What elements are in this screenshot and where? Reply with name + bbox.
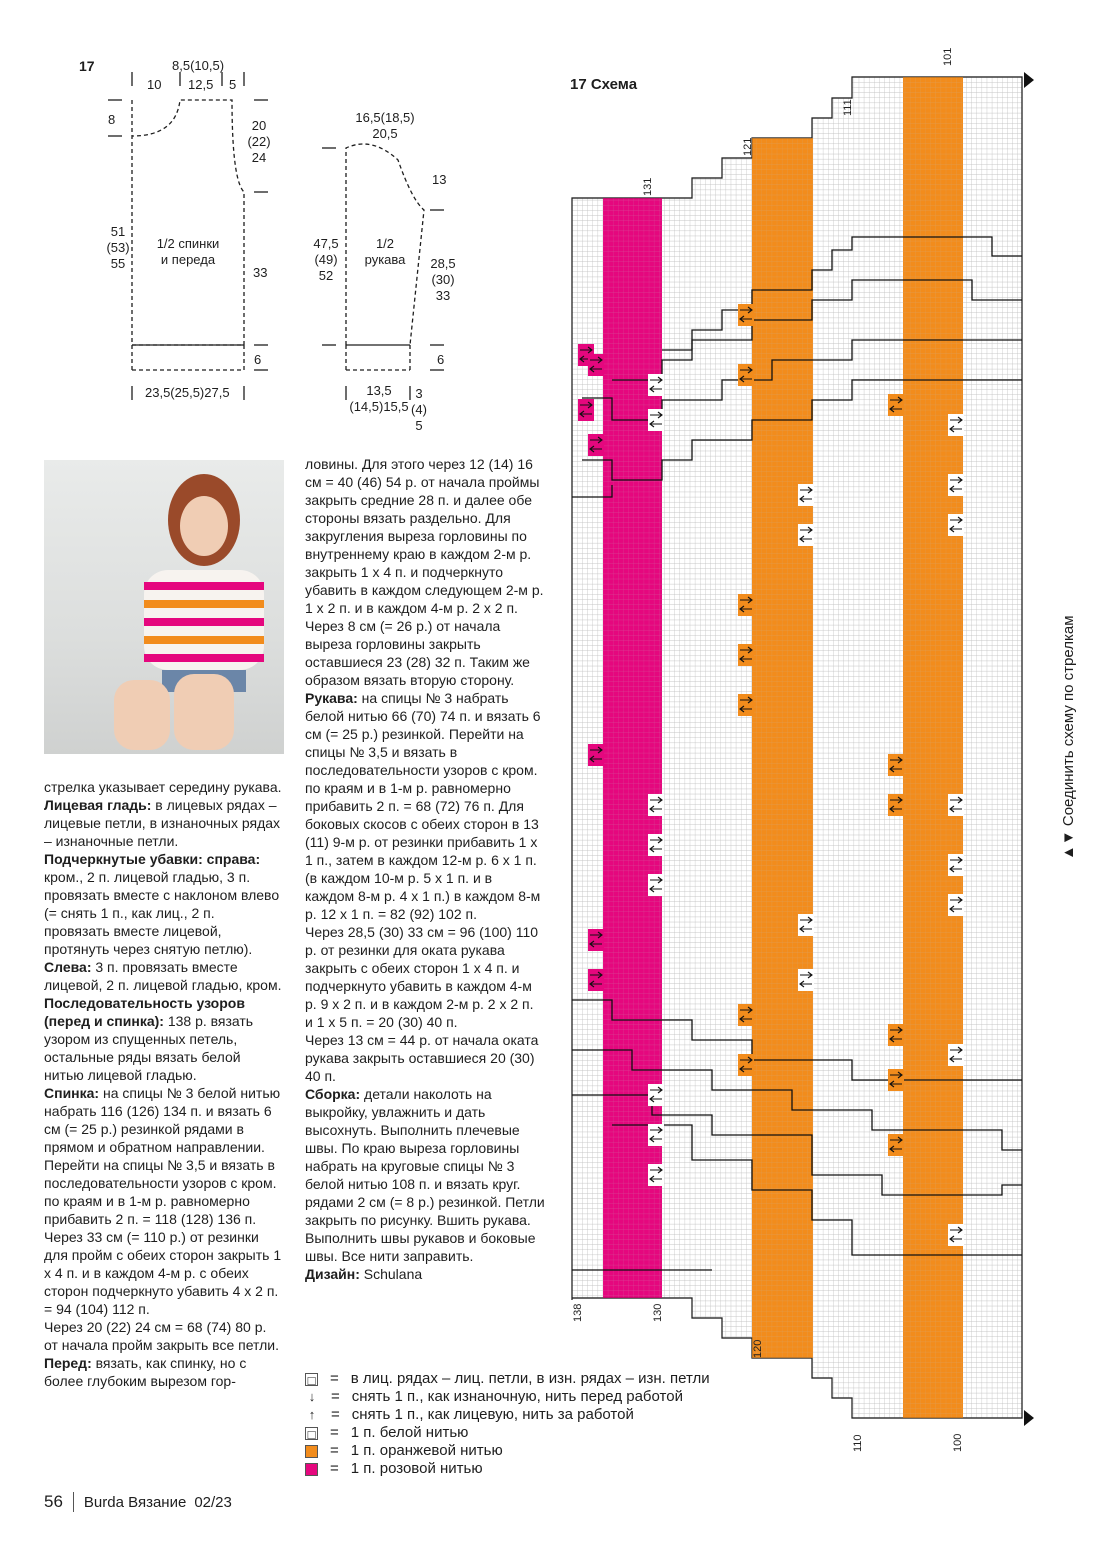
stitch-symbol-cluster — [648, 374, 664, 396]
sleeve-top-width: 16,5(18,5) 20,5 — [355, 110, 415, 141]
stitch-symbol-cluster — [588, 929, 604, 951]
chart-label-101: 101 — [942, 47, 954, 66]
sleeve-rib-height: 6 — [437, 352, 445, 367]
stitch-symbol-cluster — [648, 1084, 664, 1106]
stitch-symbol-cluster — [798, 914, 814, 936]
stitch-symbol-cluster — [888, 1134, 904, 1156]
body-piece-label: 1/2 спинки и переда — [156, 236, 220, 267]
chart-title: 17 Схема — [570, 76, 638, 93]
chart-label-111: 111 — [842, 99, 854, 116]
join-arrow-top-icon — [1024, 72, 1034, 88]
sleeve-cap-height: 13 — [432, 172, 447, 187]
arrow-up-icon: ↑ — [308, 1407, 316, 1422]
magazine-name: Burda Вязание — [83, 1493, 187, 1511]
instructions-left-column: стрелка указывает середину рукава. Лицевая гладь: в лицевых рядах – лицевые петли, в изнаночных рядах – изнаночные петли. Подчеркнутые убавки: справа: кром., 2 п. лицевой гладью, 3 п. провязать вместе с наклоном влево (= снять 1 п., как лиц., 2 п. провязать вместе лицевой, протянуть через снятую петлю). Слева: 3 п. провязать вместе лицевой, 2 п. лицевой гладью, кром. Последовательность узоров (перед и спинка): 138 р. вязать узором из спущенных петель, остальные ряды вязать белой нитью лицевой гладью. Спинка: на спицы № 3 белой нитью набрать 116 (126) 134 п. и вязать 6 см (= 25 р.) резинкой рядами в прямом и обратном направлении. Перейти на спицы № 3,5 и вязать в последовательности узоров с кром. по краям и в 1-м р. равномерно прибавить 2 п. = 118 (128) 136 п. Через 33 см (= 110 р.) от резинки для пройм с обеих сторон закрыть 1 х 4 п. и в каждом 4-м р. с обеих сторон подчеркнуто убавить 4 х 2 п. = 94 (104) 112 п. Через 20 (22) 24 см = 68 (74) 80 р. от начала пройм закрыть все петли. Перед: вязать, как спинку, но с более глубоким вырезом гор- — [44, 778, 284, 1390]
stitch-symbol-cluster — [738, 594, 754, 616]
stitch-symbol-cluster — [648, 834, 664, 856]
stitch-symbol-cluster — [798, 524, 814, 546]
stitch-symbol-cluster — [948, 854, 964, 876]
footer-divider — [73, 1492, 74, 1512]
sleeve-piece-label: 1/2 рукава — [364, 236, 406, 267]
stitch-symbol-cluster — [888, 794, 904, 816]
chart-label-130: 130 — [652, 1303, 664, 1322]
sleeve-side-length: 28,5 (30) 33 — [430, 256, 456, 303]
stitch-symbol-cluster — [738, 1054, 754, 1076]
stitch-symbol-cluster — [798, 969, 814, 991]
stitch-symbol-cluster — [578, 399, 594, 421]
page-number: 56 — [44, 1492, 63, 1511]
sleeve-bottom-right: 3 (4) 5 — [411, 386, 427, 433]
stitch-symbol-cluster — [948, 514, 964, 536]
intro-text: стрелка указывает середину рукава. — [44, 779, 282, 795]
body-top-neck: 10 — [147, 77, 162, 92]
stitch-symbol-cluster — [948, 894, 964, 916]
legend-row: □ = 1 п. белой нитью — [305, 1424, 468, 1442]
sleeve-bottom-width: 13,5 (14,5)15,5 — [349, 383, 409, 414]
legend-row: ↓ = снять 1 п., как изнаночную, нить перед работой — [305, 1388, 683, 1406]
stitch-symbol-cluster — [798, 484, 814, 506]
stitch-symbol-cluster — [888, 754, 904, 776]
stitch-symbol-cluster — [648, 874, 664, 896]
stitch-symbol-cluster — [888, 1024, 904, 1046]
chart-label-110: 110 — [852, 1434, 864, 1452]
triangle-arrows-icon: ▲▼ — [1060, 830, 1077, 860]
stitch-symbol-cluster — [738, 304, 754, 326]
stitch-symbol-cluster — [948, 1224, 964, 1246]
chart-grid-overlay — [572, 77, 1022, 1418]
stitch-symbol-cluster — [738, 694, 754, 716]
stitch-symbol-cluster — [948, 474, 964, 496]
join-chart-note: ▲▼ Соединить схему по стрелкам — [1060, 615, 1077, 860]
stitch-symbol-cluster — [588, 434, 604, 456]
body-side-length: 33 — [253, 265, 268, 280]
stitch-symbol-cluster — [738, 1004, 754, 1026]
square-icon: □ — [305, 1373, 318, 1386]
chart-label-138: 138 — [572, 1303, 584, 1322]
stitch-symbol-cluster — [948, 1044, 964, 1066]
chart-label-121: 121 — [742, 137, 754, 156]
chart-label-100: 100 — [952, 1433, 964, 1452]
stitch-symbol-cluster — [588, 354, 604, 376]
stitch-symbol-cluster — [948, 794, 964, 816]
body-armhole-depth: 20 (22) 24 — [247, 118, 271, 165]
stitch-symbol-cluster — [888, 1069, 904, 1091]
body-top-middle: 12,5 — [188, 77, 214, 92]
stitch-symbol-cluster — [588, 969, 604, 991]
legend-row: = 1 п. розовой нитью — [305, 1460, 483, 1478]
sleeve-height: 47,5 (49) 52 — [313, 236, 339, 283]
body-top-right: 5 — [229, 77, 237, 92]
chart-label-120: 120 — [752, 1339, 764, 1358]
body-height: 51 (53) 55 — [106, 224, 130, 271]
stitch-symbol-cluster — [588, 744, 604, 766]
join-arrow-bottom-icon — [1024, 1410, 1034, 1426]
stitch-symbol-cluster — [648, 409, 664, 431]
stitch-symbol-cluster — [648, 1164, 664, 1186]
square-icon: □ — [305, 1427, 318, 1440]
chart-label-131: 131 — [642, 177, 654, 196]
pattern-number: 17 — [79, 58, 95, 74]
stitch-symbol-cluster — [738, 644, 754, 666]
arrow-down-icon: ↓ — [308, 1389, 316, 1404]
stitch-symbol-cluster — [948, 414, 964, 436]
page-footer — [44, 1492, 232, 1512]
stitch-symbol-cluster — [738, 364, 754, 386]
body-top-total: 8,5(10,5) — [172, 58, 225, 73]
body-bottom-width: 23,5(25,5)27,5 — [145, 385, 230, 400]
stitch-symbol-cluster — [888, 394, 904, 416]
legend-row: □ = в лиц. рядах – лиц. петли, в изн. рядах – изн. петли — [305, 1370, 710, 1388]
body-neck-depth: 8 — [108, 112, 116, 127]
stitch-symbol-cluster — [648, 794, 664, 816]
stitch-symbol-cluster — [648, 1124, 664, 1146]
legend-row: = 1 п. оранжевой нитью — [305, 1442, 503, 1460]
legend-row: ↑ = снять 1 п., как лицевую, нить за работой — [305, 1406, 634, 1424]
body-rib-height: 6 — [254, 352, 262, 367]
instructions-right-column: ловины. Для этого через 12 (14) 16 см = 40 (46) 54 р. от начала проймы закрыть средние 28 п. и далее обе стороны вязать раздельно. Для закругления выреза горловины по внутреннему краю в каждом 2-м р. закрыть 1 х 4 п. и подчеркнуто убавить в каждом следующем 2-м р. 1 х 2 п. и в каждом 4-м р. 2 х 2 п. Через 8 см (= 26 р.) от начала выреза горловины закрыть оставшиеся 23 (28) 32 п. Таким же образом вязать вторую сторону. Рукава: на спицы № 3 набрать белой нитью 66 (70) 74 п. и вязать 6 см (= 25 р.) резинкой. Перейти на спицы № 3,5 и вязать в последовательности узоров с кром. по краям и в 1-м р. равномерно прибавить 2 п. = 68 (72) 76 п. Для боковых скосов с обеих сторон в 13 (11) 9-м р. от резинки прибавить 1 х 1 п., затем в каждом 12-м р. 6 х 1 п. (в каждом 10-м р. 5 х 1 п. и в каждом 8-м р. 4 х 1 п.) в каждом 8-м р. 12 х 1 п. = 82 (92) 102 п. Через 28,5 (30) 33 см = 96 (100) 110 р. от резинки для оката рукава закрыть с обеих сторон 1 х 4 п. и подчеркнуто убавить в каждом 4-м р. 9 х 2 п. и в каждом 2-м р. 2 х 2 п. и 1 х 5 п. = 20 (30) 40 п. Через 13 см = 44 р. от начала оката рукава закрыть оставшиеся 20 (30) 40 п. Сборка: детали наколоть на выкройку, увлажнить и дать высохнуть. Выполнить плечевые швы. По краю выреза горловины набрать на круговые спицы № 3 белой нитью 108 п. и вязать круг. рядами 2 см (= 8 р.) резинкой. Петли закрыть по рисунку. Вшить рукава. Выполнить швы рукавов и боковые швы. Все нити заправить. Дизайн: Schulana — [305, 456, 545, 1282]
issue-number: 02/23 — [194, 1493, 232, 1511]
